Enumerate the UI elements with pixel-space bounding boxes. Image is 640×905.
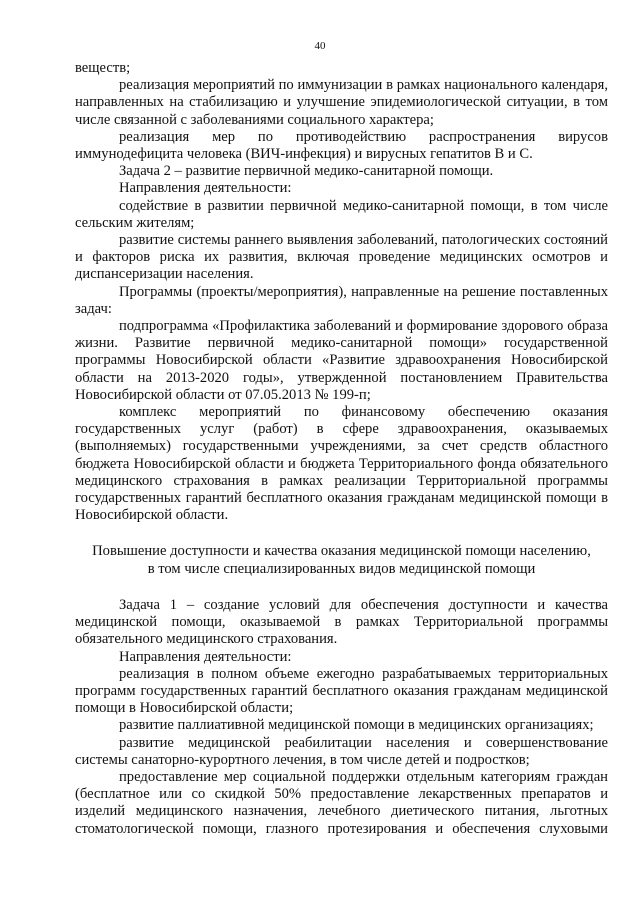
paragraph: подпрограмма «Профилактика заболеваний и формирование здорового образа жизни. Развитие первичной медико-санитарной помощи» государственной программы Новосибирской области «Развитие здравоохранения Новосибирской области на 2013-2020 годы», утвержденной постановлением Правительства Новосибирской области от 07.05.2013 № 199-п; [75,318,608,403]
section-heading-line: в том числе специализированных видов медицинской помощи [147,560,536,577]
paragraph: развитие системы раннего выявления заболеваний, патологических состояний и факторов риска их развития, включая проведение медицинских осмотров и диспансеризации населения. [75,232,608,283]
section-heading [75,543,608,577]
paragraph: предоставление мер социальной поддержки отдельным категориям граждан (бесплатное или со скидкой 50% предоставление лекарственных препаратов и изделий медицинского назначения, лечебного диетического питания, льготных стоматологической помощи, глазного протезирования и обеспечения слуховыми [75,768,608,837]
paragraph: реализация мер по противодействию распространения вирусов иммунодефицита человека (ВИЧ-инфекция) и вирусных гепатитов В и С. [75,128,608,163]
paragraph: Задача 1 – создание условий для обеспечения доступности и качества медицинской помощи, оказываемой в рамках Территориальной программы обязательного медицинского страхования. [75,596,608,648]
paragraph: развитие медицинской реабилитации населения и совершенствование системы санаторно-курортного лечения, в том числе детей и подростков; [75,734,608,768]
paragraph: развитие паллиативной медицинской помощи в медицинских организациях; [119,717,594,734]
paragraph: реализация мероприятий по иммунизации в рамках национального календаря, направленных на стабилизацию и улучшение эпидемиологической ситуации, в том числе связанной с заболеваниями социального характера; [75,77,608,128]
paragraph: комплекс мероприятий по финансовому обеспечению оказания государственных услуг (работ) в сфере здравоохранения, оказываемых (выполняемых) государственными учреждениями, за счет средств областного бюджета Новосибирской области и бюджета Территориального фонда обязательного медицинского страхования в рамках реализации Территориальной программы государственных гарантий бесплатного оказания гражданам медицинской помощи в Новосибирской области. [75,404,608,524]
paragraph: Задача 2 – развитие первичной медико-санитарной помощи. [119,163,494,180]
paragraph: веществ; [75,60,131,76]
paragraph: Программы (проекты/мероприятия), направленные на решение поставленных задач: [75,283,608,317]
page-number: 40 [314,40,326,52]
section-heading-line: Повышение доступности и качества оказания медицинской помощи населению, [92,543,591,560]
paragraph: Направления деятельности: [119,648,292,665]
paragraph: содействие в развитии первичной медико-санитарной помощи, в том числе сельским жителям; [75,197,608,231]
paragraph: реализация в полном объеме ежегодно разрабатываемых территориальных программ государственных гарантий бесплатного оказания гражданам медицинской помощи в Новосибирской области; [75,665,608,717]
paragraph: Направления деятельности: [119,180,292,197]
document-body [75,60,608,838]
